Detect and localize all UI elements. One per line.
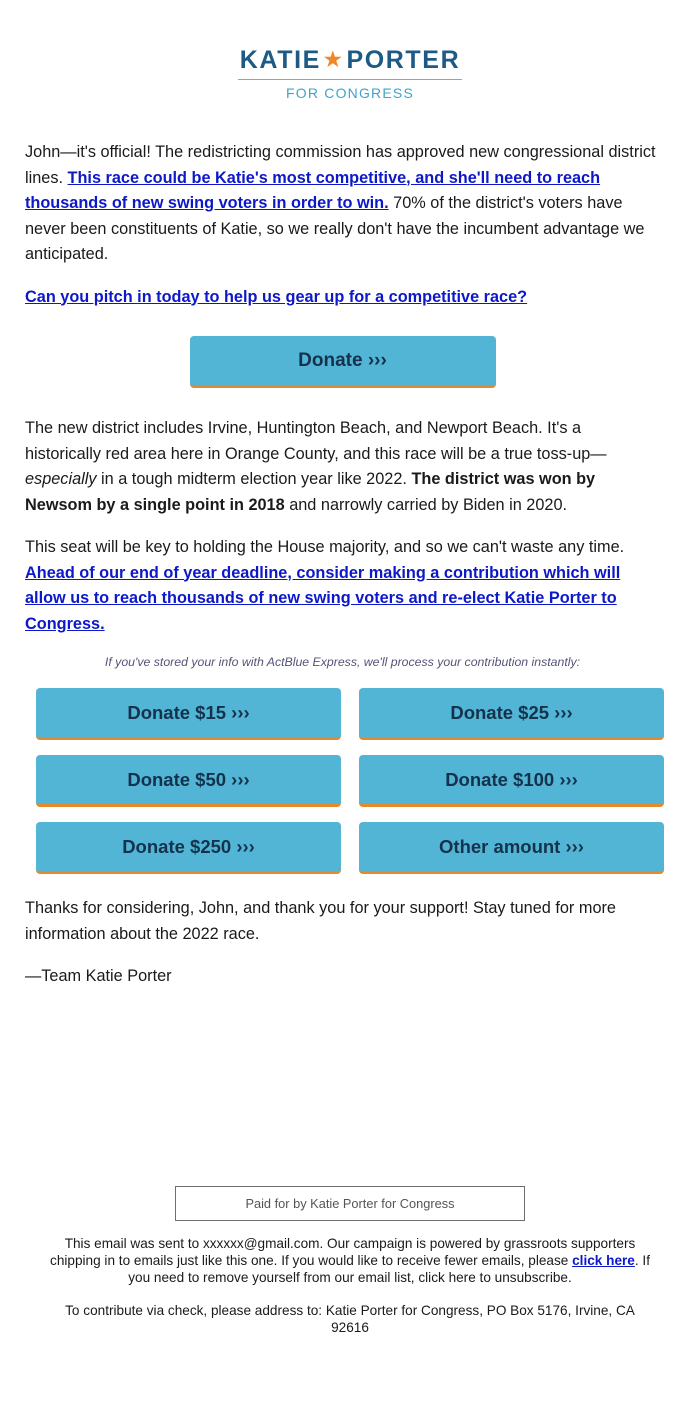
donate-button[interactable]: Donate ››› bbox=[190, 336, 496, 388]
paid-for-disclaimer: Paid for by Katie Porter for Congress bbox=[175, 1186, 525, 1221]
paragraph-text: This seat will be key to holding the House majority, and so we can't waste any time. bbox=[25, 538, 625, 556]
logo-name-first: KATIE bbox=[239, 46, 321, 74]
contribution-link[interactable]: Ahead of our end of year deadline, consider making a contribution which will allow us to reach thousands of new swing voters and re-elect Katie Porter to Congress. bbox=[25, 563, 621, 633]
logo-wordmark bbox=[238, 46, 462, 80]
campaign-logo bbox=[0, 46, 700, 101]
donate-amount-grid bbox=[36, 688, 660, 874]
donate-100-button[interactable]: Donate $100 ››› bbox=[359, 755, 664, 807]
star-icon: ★ bbox=[323, 49, 344, 71]
email-body bbox=[25, 140, 660, 1007]
other-amount-button[interactable]: Other amount ››› bbox=[359, 822, 664, 874]
email-footer bbox=[50, 1235, 650, 1352]
logo-name-last: PORTER bbox=[346, 46, 461, 74]
actblue-note: If you've stored your info with ActBlue Express, we'll process your contribution instantly: bbox=[104, 655, 581, 669]
donate-15-button[interactable]: Donate $15 ››› bbox=[36, 688, 341, 740]
paragraph-intro bbox=[25, 140, 660, 268]
donate-25-button[interactable]: Donate $25 ››› bbox=[359, 688, 664, 740]
paragraph-text: and narrowly carried by Biden in 2020. bbox=[284, 495, 568, 514]
pitch-in-link[interactable]: Can you pitch in today to help us gear up for a competitive race? bbox=[25, 287, 528, 306]
paragraph-deadline bbox=[25, 535, 660, 637]
paragraph-text: The new district includes Irvine, Huntington Beach, and Newport Beach. It's a historically red area here in Orange County, and this race will be a true toss-up— bbox=[25, 419, 607, 463]
logo-subtitle: FOR CONGRESS bbox=[286, 85, 414, 101]
footer-check-address: To contribute via check, please address to: Katie Porter for Congress, PO Box 5176, Irvine, CA 92616 bbox=[65, 1303, 635, 1335]
paragraph-ask bbox=[25, 285, 660, 311]
bold-text: The district was won by Newsom by a single point in 2018 bbox=[25, 470, 596, 514]
donate-50-button[interactable]: Donate $50 ››› bbox=[36, 755, 341, 807]
paragraph-text: in a tough midterm election year like 2022. bbox=[96, 470, 412, 488]
signoff: —Team Katie Porter bbox=[25, 967, 172, 985]
paragraph-district bbox=[25, 416, 660, 518]
emphasis-text: especially bbox=[25, 470, 97, 488]
footer-text: This email was sent to xxxxxx@gmail.com. Our campaign is powered by grassroots supporters chipping in to emails just like this one. If you would like to receive fewer emails, please bbox=[50, 1236, 636, 1268]
paragraph-text: 70% of the district's voters have never been constituents of Katie, so we really don't have the incumbent advantage we anticipated. bbox=[25, 194, 645, 263]
footer-text: . If you need to remove yourself from our email list, click here to unsubscribe. bbox=[128, 1253, 650, 1285]
footer-notice bbox=[50, 1235, 650, 1286]
paragraph-text: John—it's official! The redistricting commission has approved new congressional district lines. bbox=[25, 143, 656, 187]
fewer-emails-link[interactable]: click here bbox=[572, 1253, 635, 1268]
competitive-race-link[interactable]: This race could be Katie's most competitive, and she'll need to reach thousands of new swing voters in order to win. bbox=[25, 168, 601, 212]
donate-250-button[interactable]: Donate $250 ››› bbox=[36, 822, 341, 874]
paragraph-thanks: Thanks for considering, John, and thank you for your support! Stay tuned for more information about the 2022 race. bbox=[25, 899, 616, 943]
